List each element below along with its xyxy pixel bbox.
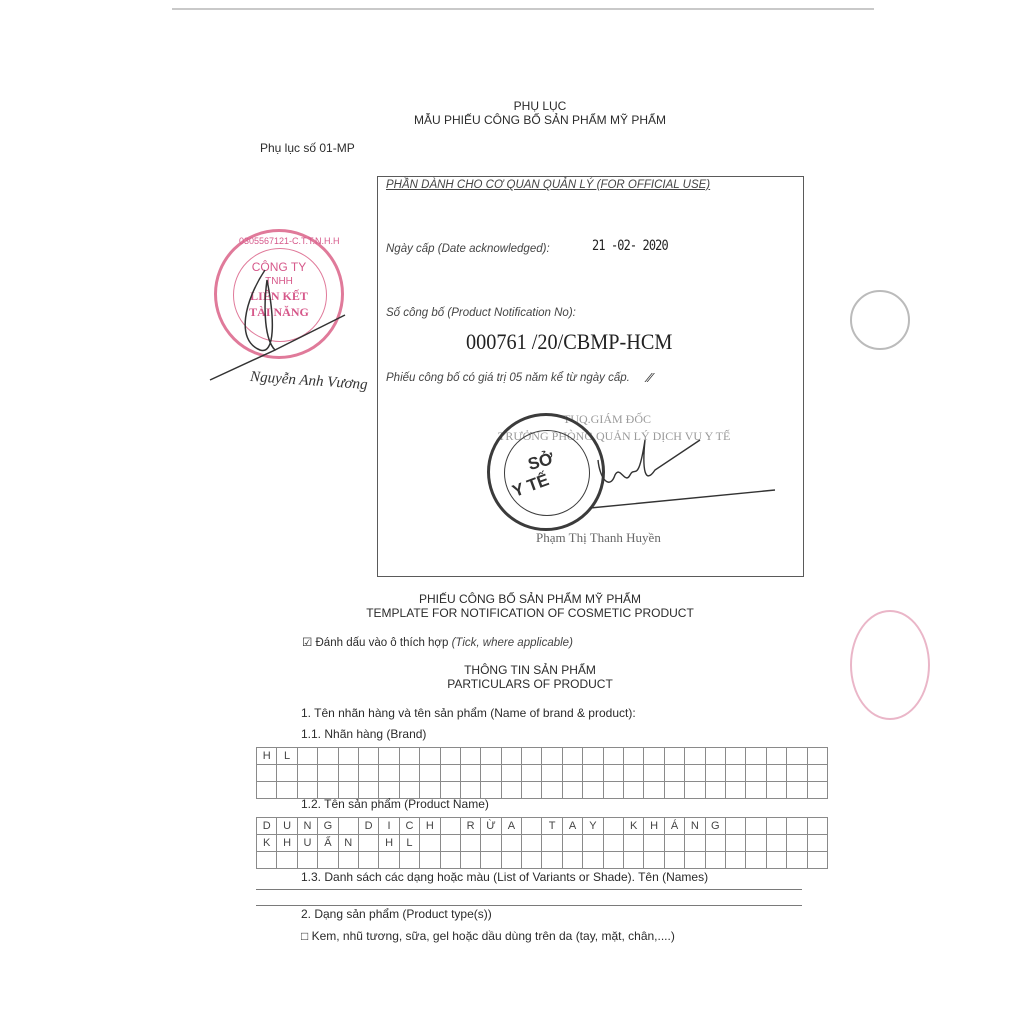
- grid-row: [257, 782, 828, 799]
- grid-cell[interactable]: [583, 852, 603, 869]
- product-name-grid: [256, 817, 828, 869]
- grid-cell[interactable]: [746, 835, 766, 852]
- grid-cell[interactable]: [807, 835, 827, 852]
- grid-cell[interactable]: [603, 818, 623, 835]
- grid-cell[interactable]: [338, 852, 358, 869]
- initial-mark: ⁄⁄: [648, 370, 653, 385]
- company-seal-line1: CÔNG TY: [251, 260, 307, 274]
- grid-cell[interactable]: [481, 835, 501, 852]
- grid-cell[interactable]: [420, 782, 440, 799]
- grid-cell[interactable]: [379, 852, 399, 869]
- grid-cell[interactable]: [542, 782, 562, 799]
- grid-cell[interactable]: N: [685, 818, 705, 835]
- grid-cell[interactable]: [297, 852, 317, 869]
- grid-cell[interactable]: [766, 818, 786, 835]
- grid-cell[interactable]: H: [420, 818, 440, 835]
- grid-cell[interactable]: [583, 765, 603, 782]
- company-signer-handwriting: Nguyễn Anh Vương: [249, 368, 369, 394]
- question-1-2-product-name: 1.2. Tên sản phẩm (Product Name): [301, 797, 489, 811]
- grid-cell[interactable]: [603, 835, 623, 852]
- grid-cell[interactable]: [481, 852, 501, 869]
- grid-cell[interactable]: [664, 765, 684, 782]
- grid-cell[interactable]: [583, 748, 603, 765]
- grid-cell[interactable]: [542, 835, 562, 852]
- grid-cell[interactable]: [338, 818, 358, 835]
- grid-cell[interactable]: [501, 782, 521, 799]
- grid-cell[interactable]: [522, 818, 542, 835]
- appendix-subtitle: MẪU PHIẾU CÔNG BỐ SẢN PHẨM MỸ PHẨM: [413, 113, 667, 127]
- grid-cell[interactable]: [787, 818, 807, 835]
- grid-cell[interactable]: [746, 852, 766, 869]
- grid-cell[interactable]: [358, 852, 378, 869]
- grid-cell[interactable]: [562, 782, 582, 799]
- grid-cell[interactable]: Ừ: [481, 818, 501, 835]
- official-signer-name: Phạm Thị Thanh Huyền: [536, 530, 661, 545]
- grid-cell[interactable]: D: [358, 818, 378, 835]
- grid-cell[interactable]: [501, 835, 521, 852]
- grid-cell[interactable]: [644, 835, 664, 852]
- grid-cell[interactable]: [420, 748, 440, 765]
- doh-seal-line1: SỞ: [525, 448, 556, 475]
- grid-cell[interactable]: [440, 835, 460, 852]
- grid-cell[interactable]: [746, 748, 766, 765]
- grid-cell[interactable]: [685, 748, 705, 765]
- grid-cell[interactable]: [257, 765, 277, 782]
- grid-cell[interactable]: [562, 835, 582, 852]
- grid-cell[interactable]: [766, 765, 786, 782]
- grid-cell[interactable]: [420, 835, 440, 852]
- grid-cell[interactable]: [603, 765, 623, 782]
- grid-cell[interactable]: [725, 748, 745, 765]
- grid-cell[interactable]: [685, 782, 705, 799]
- question-1-1-brand: 1.1. Nhãn hàng (Brand): [301, 727, 427, 741]
- company-signature-stroke: [205, 240, 385, 390]
- grid-cell[interactable]: [338, 748, 358, 765]
- grid-cell[interactable]: [501, 748, 521, 765]
- grid-cell[interactable]: H: [277, 835, 297, 852]
- tick-instruction: [302, 635, 573, 649]
- grid-cell[interactable]: [644, 765, 664, 782]
- grid-cell[interactable]: [685, 765, 705, 782]
- grid-cell[interactable]: [522, 782, 542, 799]
- grid-cell[interactable]: [603, 782, 623, 799]
- grid-cell[interactable]: [257, 852, 277, 869]
- date-acknowledged-value: 21 -02- 2020: [592, 238, 668, 254]
- grid-cell[interactable]: [603, 748, 623, 765]
- page-top-edge: [172, 8, 874, 10]
- grid-cell[interactable]: Ẩ: [318, 835, 338, 852]
- doh-seal-line2: Y TẾ: [509, 470, 552, 501]
- grid-cell[interactable]: C: [399, 818, 419, 835]
- grid-cell[interactable]: [297, 748, 317, 765]
- grid-cell[interactable]: A: [562, 818, 582, 835]
- grid-cell[interactable]: [358, 765, 378, 782]
- grid-cell[interactable]: [787, 782, 807, 799]
- grid-cell[interactable]: H: [379, 835, 399, 852]
- official-signature-stroke: [590, 430, 780, 520]
- grid-cell[interactable]: [725, 835, 745, 852]
- company-seal-ring-text: 0305567121-C.T.T.N.H.H: [239, 236, 340, 246]
- department-of-health-seal: [487, 413, 605, 531]
- grid-row: [257, 765, 828, 782]
- validity-note: Phiếu công bố có giá trị 05 năm kể từ ngày cấp.: [386, 372, 630, 384]
- grid-cell[interactable]: H: [644, 818, 664, 835]
- variants-answer-line-1: [256, 889, 802, 890]
- company-seal-line2: TNHH: [265, 276, 293, 287]
- grid-cell[interactable]: [460, 748, 480, 765]
- grid-cell[interactable]: Á: [664, 818, 684, 835]
- grid-row: [257, 818, 828, 835]
- grid-cell[interactable]: [603, 852, 623, 869]
- grid-cell[interactable]: N: [338, 835, 358, 852]
- grid-cell[interactable]: [460, 835, 480, 852]
- appendix-number: Phụ lục số 01-MP: [260, 141, 355, 155]
- grid-cell[interactable]: [542, 765, 562, 782]
- grid-cell[interactable]: I: [379, 818, 399, 835]
- form-title: PHIẾU CÔNG BỐ SẢN PHẨM MỸ PHẨM: [418, 592, 642, 606]
- question-2-product-type: 2. Dạng sản phẩm (Product type(s)): [301, 907, 492, 921]
- brand-grid: [256, 747, 828, 799]
- grid-cell[interactable]: [562, 852, 582, 869]
- grid-cell[interactable]: [807, 748, 827, 765]
- grid-cell[interactable]: [542, 852, 562, 869]
- grid-cell[interactable]: [318, 765, 338, 782]
- grid-cell[interactable]: K: [257, 835, 277, 852]
- appendix-title: PHỤ LỤC: [513, 99, 567, 113]
- grid-cell[interactable]: [501, 852, 521, 869]
- grid-cell[interactable]: [746, 765, 766, 782]
- grid-row: [257, 835, 828, 852]
- grid-cell[interactable]: [644, 748, 664, 765]
- notification-number-label: Số công bố (Product Notification No):: [386, 307, 576, 319]
- grid-cell[interactable]: [787, 748, 807, 765]
- date-acknowledged-label: Ngày cấp (Date acknowledged):: [386, 243, 550, 255]
- grid-cell[interactable]: [664, 782, 684, 799]
- grid-cell[interactable]: U: [277, 818, 297, 835]
- grid-cell[interactable]: [522, 835, 542, 852]
- company-seal-line3: LIÊN KẾT: [250, 289, 308, 303]
- grid-cell[interactable]: [338, 782, 358, 799]
- partial-stamp-right-top: [850, 290, 910, 350]
- grid-cell[interactable]: [705, 748, 725, 765]
- grid-cell[interactable]: [257, 782, 277, 799]
- grid-cell[interactable]: [725, 782, 745, 799]
- director-title-line2: TRƯỞNG PHÒNG QUẢN LÝ DỊCH VỤ Y TẾ: [498, 429, 731, 443]
- grid-cell[interactable]: [318, 782, 338, 799]
- grid-cell[interactable]: [624, 852, 644, 869]
- grid-cell[interactable]: T: [542, 818, 562, 835]
- grid-cell[interactable]: [522, 748, 542, 765]
- grid-cell[interactable]: [664, 835, 684, 852]
- grid-cell[interactable]: [399, 852, 419, 869]
- section-title-english: PARTICULARS OF PRODUCT: [447, 677, 613, 691]
- grid-cell[interactable]: U: [297, 835, 317, 852]
- grid-cell[interactable]: [807, 765, 827, 782]
- grid-cell[interactable]: [481, 748, 501, 765]
- grid-cell[interactable]: [746, 782, 766, 799]
- grid-cell[interactable]: [624, 748, 644, 765]
- grid-cell[interactable]: [522, 852, 542, 869]
- grid-cell[interactable]: [787, 852, 807, 869]
- grid-cell[interactable]: [624, 765, 644, 782]
- company-seal-line4: TÀI NĂNG: [249, 305, 309, 319]
- grid-cell[interactable]: [705, 835, 725, 852]
- grid-cell[interactable]: [440, 748, 460, 765]
- grid-cell[interactable]: K: [624, 818, 644, 835]
- grid-cell[interactable]: [379, 748, 399, 765]
- grid-cell[interactable]: [399, 748, 419, 765]
- director-title-line1: TUQ.GIÁM ĐỐC: [563, 412, 651, 426]
- grid-cell[interactable]: [542, 748, 562, 765]
- grid-cell[interactable]: [644, 782, 664, 799]
- grid-row: [257, 852, 828, 869]
- grid-cell[interactable]: [358, 782, 378, 799]
- grid-cell[interactable]: [297, 782, 317, 799]
- grid-cell[interactable]: [481, 765, 501, 782]
- question-1-3-variants: 1.3. Danh sách các dạng hoặc màu (List of Variants or Shade). Tên (Names): [301, 870, 709, 884]
- grid-cell[interactable]: [440, 852, 460, 869]
- grid-cell[interactable]: [481, 782, 501, 799]
- grid-cell[interactable]: [685, 852, 705, 869]
- grid-cell[interactable]: [766, 835, 786, 852]
- section-title: THÔNG TIN SẢN PHẨM: [464, 663, 596, 677]
- grid-cell[interactable]: [440, 782, 460, 799]
- grid-cell[interactable]: [807, 852, 827, 869]
- grid-cell[interactable]: [787, 835, 807, 852]
- grid-cell[interactable]: [583, 782, 603, 799]
- grid-cell[interactable]: [358, 835, 378, 852]
- grid-cell[interactable]: [685, 835, 705, 852]
- grid-cell[interactable]: [277, 852, 297, 869]
- grid-cell[interactable]: [522, 765, 542, 782]
- grid-cell[interactable]: [379, 782, 399, 799]
- tick-instruction-vi: ☑ Đánh dấu vào ô thích hợp: [302, 637, 449, 649]
- tick-instruction-en: (Tick, where applicable): [451, 637, 573, 649]
- grid-cell[interactable]: N: [297, 818, 317, 835]
- grid-cell[interactable]: [664, 852, 684, 869]
- grid-cell[interactable]: [766, 748, 786, 765]
- grid-cell[interactable]: [420, 852, 440, 869]
- grid-cell[interactable]: [725, 765, 745, 782]
- grid-cell[interactable]: [399, 765, 419, 782]
- grid-cell[interactable]: [277, 765, 297, 782]
- product-type-option-1: □ Kem, nhũ tương, sữa, gel hoặc dầu dùng trên da (tay, mặt, chân,....): [301, 929, 675, 943]
- grid-cell[interactable]: [562, 765, 582, 782]
- grid-cell[interactable]: [338, 765, 358, 782]
- grid-cell[interactable]: D: [257, 818, 277, 835]
- grid-cell[interactable]: [562, 748, 582, 765]
- grid-cell[interactable]: R: [460, 818, 480, 835]
- grid-cell[interactable]: [358, 748, 378, 765]
- notification-number-value: 000761 /20/CBMP-HCM: [466, 329, 673, 354]
- grid-cell[interactable]: [644, 852, 664, 869]
- grid-cell[interactable]: [440, 818, 460, 835]
- grid-cell[interactable]: [725, 818, 745, 835]
- grid-cell[interactable]: G: [705, 818, 725, 835]
- variants-answer-line-2: [256, 905, 802, 906]
- grid-row: [257, 748, 828, 765]
- grid-cell[interactable]: L: [399, 835, 419, 852]
- grid-cell[interactable]: [725, 852, 745, 869]
- grid-cell[interactable]: [460, 765, 480, 782]
- grid-cell[interactable]: [664, 748, 684, 765]
- grid-cell[interactable]: [399, 782, 419, 799]
- form-title-english: TEMPLATE FOR NOTIFICATION OF COSMETIC PRODUCT: [366, 606, 694, 620]
- grid-cell[interactable]: [705, 782, 725, 799]
- grid-cell[interactable]: [501, 765, 521, 782]
- grid-cell[interactable]: [277, 782, 297, 799]
- grid-cell[interactable]: [420, 765, 440, 782]
- doh-seal-inner-ring: [504, 430, 590, 516]
- grid-cell[interactable]: [807, 818, 827, 835]
- question-1: 1. Tên nhãn hàng và tên sản phẩm (Name of brand & product):: [301, 706, 636, 720]
- grid-cell[interactable]: L: [277, 748, 297, 765]
- grid-cell[interactable]: [705, 852, 725, 869]
- grid-cell[interactable]: [297, 765, 317, 782]
- grid-cell[interactable]: [807, 782, 827, 799]
- grid-cell[interactable]: [746, 818, 766, 835]
- grid-cell[interactable]: [624, 835, 644, 852]
- official-use-heading: PHẦN DÀNH CHO CƠ QUAN QUẢN LÝ (FOR OFFICIAL USE): [386, 179, 711, 191]
- grid-cell[interactable]: [624, 782, 644, 799]
- grid-cell[interactable]: Y: [583, 818, 603, 835]
- grid-cell[interactable]: G: [318, 818, 338, 835]
- grid-cell[interactable]: [705, 765, 725, 782]
- grid-cell[interactable]: [318, 748, 338, 765]
- grid-cell[interactable]: [766, 782, 786, 799]
- grid-cell[interactable]: [460, 782, 480, 799]
- grid-cell[interactable]: [440, 765, 460, 782]
- grid-cell[interactable]: [460, 852, 480, 869]
- grid-cell[interactable]: [583, 835, 603, 852]
- grid-cell[interactable]: [766, 852, 786, 869]
- grid-cell[interactable]: [787, 765, 807, 782]
- grid-cell[interactable]: A: [501, 818, 521, 835]
- grid-cell[interactable]: [379, 765, 399, 782]
- partial-stamp-right-bottom: [850, 610, 930, 720]
- grid-cell[interactable]: H: [257, 748, 277, 765]
- grid-cell[interactable]: [318, 852, 338, 869]
